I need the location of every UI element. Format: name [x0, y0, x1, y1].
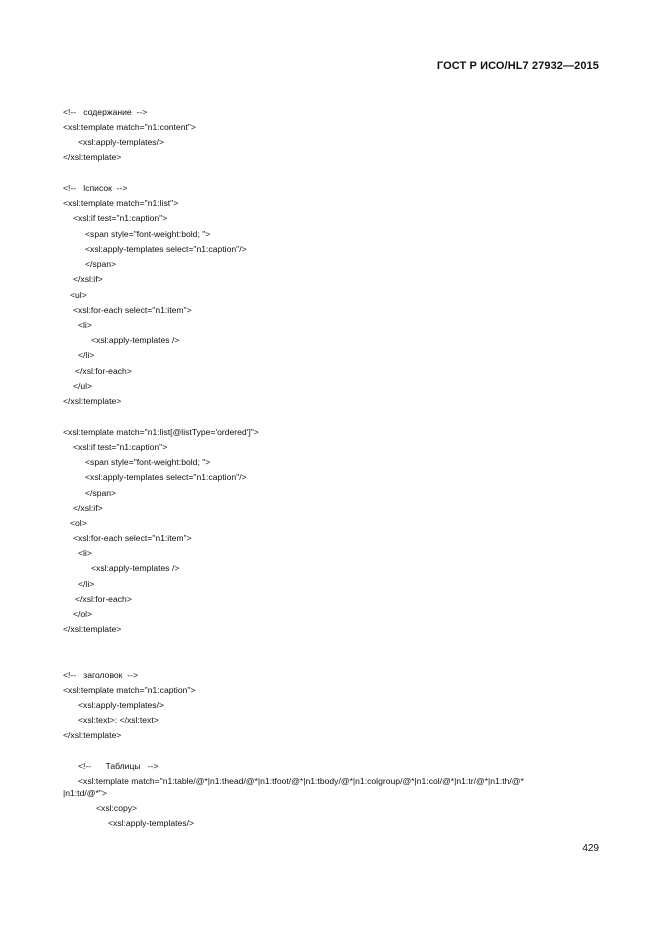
code-line: <!-- заголовок -->: [63, 670, 138, 680]
code-line: </xsl:template>: [63, 730, 122, 740]
code-line: <xsl:template match="n1:list[@listType='ordered']">: [63, 427, 259, 437]
code-line: <xsl:for-each select="n1:item">: [73, 533, 192, 543]
code-line: |n1:td/@*">: [63, 788, 107, 798]
code-line: <xsl:apply-templates/>: [78, 137, 164, 147]
page-number: 429: [582, 843, 599, 854]
code-line: <xsl:copy>: [96, 803, 138, 813]
document-header: ГОСТ Р ИСО/HL7 27932—2015: [436, 60, 599, 72]
code-line: <xsl:if test="n1:caption">: [73, 213, 168, 223]
code-line: </li>: [78, 579, 95, 589]
code-line: </ul>: [73, 381, 93, 391]
code-line: <xsl:apply-templates />: [91, 563, 180, 573]
code-line: </span>: [85, 259, 117, 269]
code-line: <xsl:apply-templates />: [91, 335, 180, 345]
code-line: </li>: [78, 350, 95, 360]
code-line: </xsl:if>: [73, 274, 103, 284]
code-line: <xsl:for-each select="n1:item">: [73, 305, 192, 315]
code-line: </xsl:for-each>: [75, 366, 132, 376]
code-line: <!-- Таблицы -->: [78, 761, 159, 771]
code-line: </xsl:for-each>: [75, 594, 132, 604]
code-line: <xsl:text>: </xsl:text>: [78, 715, 159, 725]
code-line: <xsl:template match="n1:table/@*|n1:thead/@*|n1:tfoot/@*|n1:tbody/@*|n1:colgroup/@*|n1:col/@*|n1:tr/@*|n1:th/@*: [78, 776, 524, 786]
code-line: <li>: [78, 548, 92, 558]
code-line: <xsl:apply-templates select="n1:caption"/>: [85, 244, 247, 254]
code-line: <xsl:template match="n1:content">: [63, 122, 196, 132]
code-line: </ol>: [73, 609, 93, 619]
code-line: <!-- содержание -->: [63, 107, 148, 117]
code-line: <span style="font-weight:bold; ">: [85, 229, 211, 239]
code-line: <ol>: [70, 518, 87, 528]
code-line: <xsl:apply-templates/>: [78, 700, 164, 710]
code-line: </span>: [85, 488, 117, 498]
code-line: <span style="font-weight:bold; ">: [85, 457, 211, 467]
code-line: <li>: [78, 320, 92, 330]
code-line: <xsl:template match="n1:list">: [63, 198, 179, 208]
code-line: </xsl:template>: [63, 396, 122, 406]
code-line: <ul>: [70, 290, 87, 300]
code-line: <!-- lсписок -->: [63, 183, 128, 193]
code-line: </xsl:template>: [63, 624, 122, 634]
code-line: </xsl:template>: [63, 152, 122, 162]
code-line: <xsl:template match="n1:caption">: [63, 685, 196, 695]
code-line: <xsl:if test="n1:caption">: [73, 442, 168, 452]
code-line: <xsl:apply-templates/>: [108, 818, 194, 828]
code-line: <xsl:apply-templates select="n1:caption"/>: [85, 472, 247, 482]
code-line: </xsl:if>: [73, 503, 103, 513]
